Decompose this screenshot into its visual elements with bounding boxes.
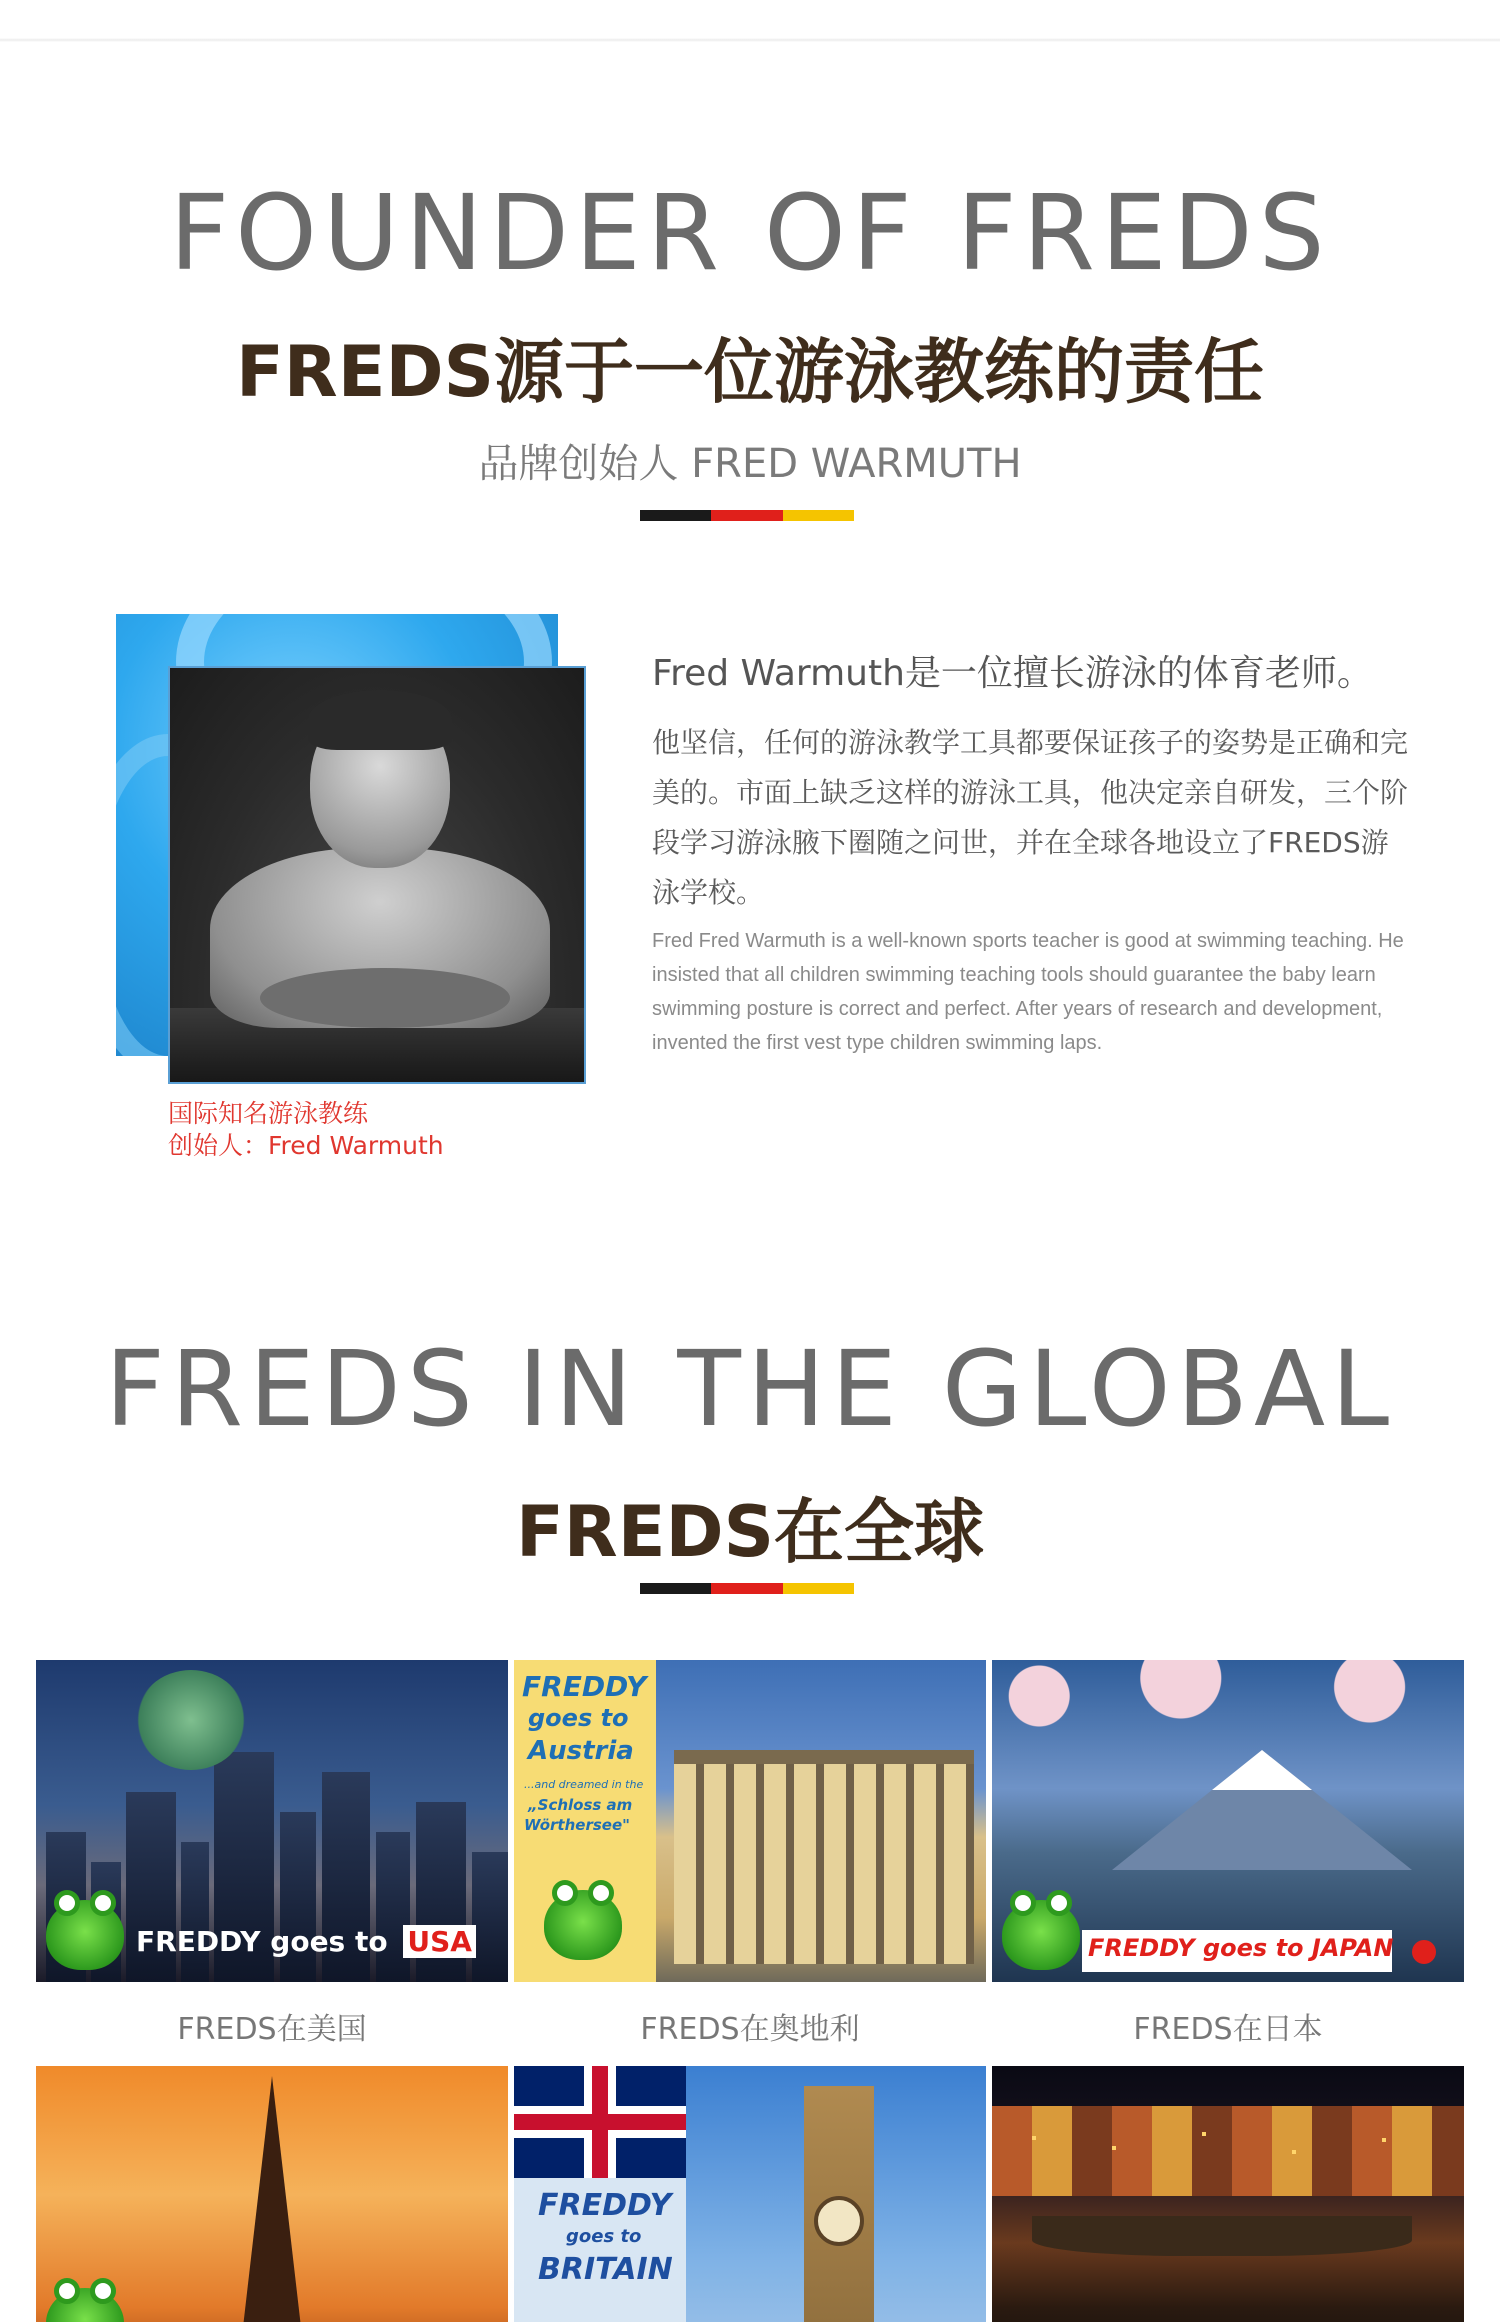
top-divider bbox=[0, 0, 1500, 42]
boat-graphic bbox=[1032, 2216, 1412, 2256]
britain-banner-line2: goes to bbox=[566, 2226, 642, 2247]
founder-title-cn: FREDS源于一位游泳教练的责任 bbox=[235, 331, 1265, 413]
founder-portrait-photo bbox=[168, 666, 586, 1084]
freddy-frog-icon bbox=[46, 2288, 124, 2322]
founder-title-en: FOUNDER OF FREDS bbox=[169, 172, 1331, 294]
flag-red bbox=[711, 1583, 782, 1594]
britain-banner-line1: FREDDY bbox=[538, 2188, 672, 2223]
gallery-tile-austria[interactable] bbox=[514, 1660, 986, 2060]
harbor-night-image bbox=[992, 2066, 1464, 2322]
german-flag-divider bbox=[640, 1583, 854, 1594]
austria-banner-small1: ...and dreamed in the bbox=[524, 1778, 644, 1791]
founder-caption-role: 国际知名游泳教练 bbox=[168, 1099, 369, 1128]
union-jack-icon bbox=[514, 2066, 686, 2178]
fuji-snowcap-graphic bbox=[1212, 1750, 1312, 1790]
britain-banner-line3: BRITAIN bbox=[538, 2252, 673, 2287]
usa-city-image bbox=[36, 1660, 508, 1982]
gallery-caption-japan: FREDS在日本 bbox=[1133, 2012, 1323, 2047]
clock-face-icon bbox=[814, 2196, 864, 2246]
austria-banner-line1: FREDDY bbox=[522, 1670, 647, 1703]
austria-banner-panel bbox=[514, 1660, 656, 1982]
founder-intro-en: Fred Fred Warmuth is a well-known sports teacher is good at swimming teaching. He insisted that all children swimming teaching tools should guarantee the baby learn swimming posture is correct and perfect. After years of research and development, invented the first vest type children swimming laps. bbox=[652, 930, 1404, 1054]
gallery-tile-britain[interactable] bbox=[514, 2066, 986, 2322]
founder-intro-cn: 他坚信，任何的游泳教学工具都要保证孩子的姿势是正确和完美的。市面上缺乏这样的游泳工具，他决定亲自研发，三个阶段学习游泳腋下圈随之问世，并在全球各地设立了FREDS游泳学校。 bbox=[652, 726, 1409, 909]
japan-flag-icon bbox=[1412, 1940, 1436, 1964]
flag-gold bbox=[783, 1583, 854, 1594]
founder-hair-graphic bbox=[308, 690, 452, 750]
founder-intro-heading: Fred Warmuth是一位擅长游泳的体育老师。 bbox=[652, 653, 1373, 694]
flag-black bbox=[640, 510, 711, 521]
german-flag-divider bbox=[640, 510, 854, 521]
founder-caption-name: 创始人：Fred Warmuth bbox=[168, 1131, 444, 1160]
freddy-frog-icon bbox=[46, 1900, 124, 1970]
usa-banner-label: FREDDY goes to bbox=[136, 1925, 388, 1958]
paris-eiffel-image bbox=[36, 2066, 508, 2322]
flag-gold bbox=[783, 510, 854, 521]
britain-banner-panel bbox=[514, 2178, 686, 2322]
austria-banner-small3: Wörthersee" bbox=[524, 1816, 630, 1834]
eiffel-tower-graphic bbox=[242, 2076, 302, 2322]
harbor-houses-graphic bbox=[992, 2106, 1464, 2196]
castle-graphic bbox=[674, 1750, 974, 1964]
statue-of-liberty-icon bbox=[136, 1670, 246, 1770]
gallery-caption-usa: FREDS在美国 bbox=[177, 2012, 367, 2047]
austria-banner-small2: „Schloss am bbox=[528, 1796, 633, 1814]
usa-banner-country: USA bbox=[403, 1925, 476, 1958]
freddy-frog-icon bbox=[1002, 1900, 1080, 1970]
global-title-cn: FREDS在全球 bbox=[515, 1491, 985, 1573]
kickboard-graphic bbox=[260, 968, 510, 1028]
cherry-blossom-graphic bbox=[992, 1660, 1464, 1750]
usa-banner-text bbox=[136, 1925, 476, 1958]
founder-subtitle: 品牌创始人 FRED WARMUTH bbox=[478, 441, 1022, 487]
freddy-frog-icon bbox=[544, 1890, 622, 1960]
japan-banner-text: FREDDY goes to JAPAN bbox=[1088, 1934, 1394, 1962]
global-title-en: FREDS IN THE GLOBAL bbox=[104, 1328, 1396, 1450]
gallery-tile-denmark[interactable] bbox=[992, 2066, 1464, 2322]
japan-fuji-image bbox=[992, 1660, 1464, 1982]
austria-castle-image bbox=[514, 1660, 986, 1982]
austria-banner-line3: Austria bbox=[528, 1736, 634, 1766]
flag-red bbox=[711, 510, 782, 521]
austria-banner-line2: goes to bbox=[528, 1704, 629, 1732]
gallery-caption-austria: FREDS在奥地利 bbox=[640, 2012, 860, 2047]
britain-bigben-image bbox=[514, 2066, 986, 2322]
gallery-tile-france[interactable] bbox=[36, 2066, 508, 2322]
gallery-tile-usa[interactable] bbox=[36, 1660, 508, 2060]
gallery-tile-japan[interactable] bbox=[992, 1660, 1464, 2060]
flag-black bbox=[640, 1583, 711, 1594]
